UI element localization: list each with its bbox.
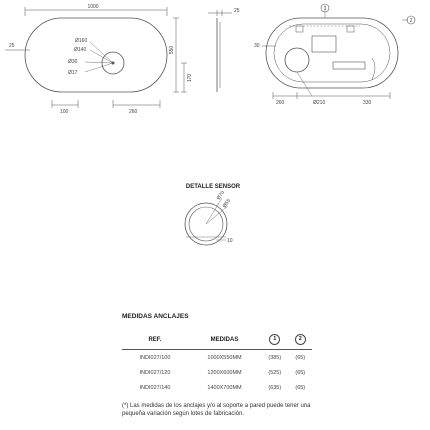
callout-two-header: 2 (295, 334, 306, 345)
anchor-bracket-left (296, 26, 303, 32)
dim-sensor-detail-offset: 10 (227, 238, 233, 244)
cell-ref: INDI027/140 (139, 384, 171, 391)
dim-sensor-offset-2: Ø17 (68, 70, 78, 76)
col-medidas: MEDIDAS (210, 336, 239, 343)
dim-sensor-detail-inner: Ø55 (221, 197, 233, 210)
cell-anchor-1: (385) (268, 354, 282, 361)
dim-sensor-offset-1: Ø30 (68, 59, 78, 65)
mirror-outline-back (266, 18, 398, 88)
mirror-inner-outline-back (274, 24, 390, 82)
cell-medidas: 1400X700MM (207, 384, 242, 391)
dim-top-width: 1000 (87, 4, 99, 10)
dim-height: 550 (169, 45, 175, 55)
anchor-bracket-right (347, 26, 354, 32)
anchors-table-header (122, 332, 312, 350)
dim-sensor-outer: Ø160 (75, 38, 88, 44)
dim-back-left: 30 (254, 43, 260, 49)
cell-medidas: 1200X600MM (207, 369, 242, 376)
dim-left-margin: 25 (9, 43, 15, 49)
col-ref: REF. (148, 336, 162, 343)
front-view (5, 7, 187, 108)
anchors-note: (*) Las medidas de los anclajes y/o al soporte a pared puede tener una pequeña variación según lotes de fabricación. (122, 403, 311, 417)
back-view (262, 4, 415, 99)
anchors-title: MEDIDAS ANCLAJES (122, 313, 189, 320)
anchors-table (122, 332, 312, 395)
cell-ref: INDI027/100 (139, 354, 171, 361)
mirror-outline-front (25, 18, 167, 92)
cell-anchor-1: (635) (268, 384, 282, 391)
sensor-circle-back (285, 48, 309, 72)
callout-two-label: 2 (409, 18, 413, 24)
dim-bottom-left: 100 (60, 109, 69, 115)
col-anchor-1 (261, 332, 288, 350)
cell-anchor-2: (65) (295, 384, 306, 391)
cell-medidas: 1000X550MM (207, 354, 242, 361)
dim-sensor-y: 170 (187, 73, 193, 83)
cell-anchor-1: (525) (268, 369, 282, 376)
dim-bottom-mid: 260 (129, 109, 138, 115)
col-anchor-2 (289, 332, 313, 350)
cell-anchor-2: (65) (295, 369, 306, 376)
table-row (122, 380, 312, 395)
cell-ref: INDI027/120 (139, 369, 171, 376)
sensor-detail-title: DETALLE SENSOR (185, 184, 241, 190)
side-view (208, 10, 232, 92)
table-row (122, 365, 312, 380)
dim-back-bottom-left: 260 (276, 100, 285, 106)
table-row (122, 350, 312, 366)
dim-back-sensor: Ø210 (313, 100, 326, 106)
cell-anchor-2: (65) (295, 354, 306, 361)
anchors-section (122, 313, 320, 418)
driver-box (312, 36, 336, 52)
connector-box (333, 62, 365, 69)
callout-one-header: 1 (269, 334, 280, 345)
dim-depth: 25 (234, 8, 240, 14)
dim-back-bottom-right: 330 (363, 100, 372, 106)
callout-one-label: 1 (323, 6, 327, 12)
dim-sensor-inner: Ø140 (74, 47, 87, 53)
dim-sensor-detail-outer: Ø70 (215, 189, 227, 202)
